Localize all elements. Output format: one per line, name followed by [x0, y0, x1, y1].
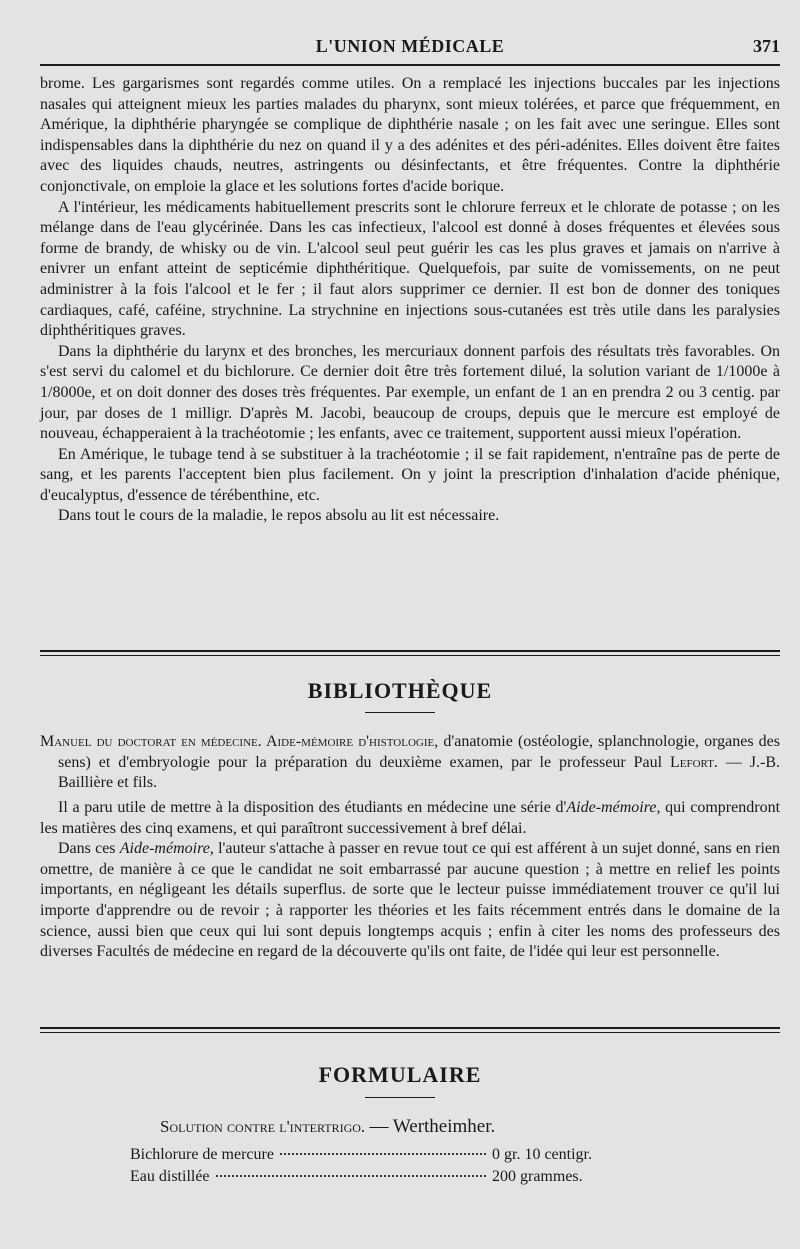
review-body	[40, 798, 780, 963]
formula-name: Solution contre l'intertrigo.	[160, 1117, 366, 1136]
ingredient-dose: 0 gr. 10 centigr.	[492, 1146, 592, 1163]
paragraph: Dans la diphthérie du larynx et des bronches, les mercuriaux donnent parfois des résultats très favorables. On s'est servi du calomel et du bichlorure. Ce dernier doit être très fortement dilué, la solution variant de 1/1000e à 1/8000e, et on doit donner des doses très fréquentes. Par exemple, un enfant de 1 an en prendra 2 ou 3 centig. par jour, par doses de 1 milligr. D'après M. Jacobi, beaucoup de croups, depuis que le mercure est employé de nouveau, échapperaient à la trachéotomie ; les enfants, avec ce traitement, supportent aussi mieux l'opération.	[40, 342, 780, 443]
formula-ingredient	[130, 1168, 640, 1186]
section-divider-thin	[40, 1032, 780, 1033]
book-entry	[40, 732, 780, 794]
text: Il a paru utile de mettre à la disposition des étudiants en médecine une série d'	[58, 799, 567, 816]
paragraph: Dans tout le cours de la maladie, le repos absolu au lit est nécessaire.	[58, 507, 500, 525]
ingredient-name: Eau distillée	[130, 1168, 210, 1185]
italic-text: Aide-mémoire,	[566, 799, 661, 816]
journal-title: L'UNION MÉDICALE	[315, 36, 505, 56]
header-rule	[40, 64, 780, 66]
ingredient-name: Bichlorure de mercure	[130, 1146, 274, 1163]
section-heading-bibliotheque: BIBLIOTHÈQUE	[307, 678, 493, 703]
paragraph	[40, 839, 780, 963]
formula-author: — Wertheimher.	[369, 1116, 496, 1137]
heading-underline	[365, 1097, 435, 1098]
page-number: 371	[753, 36, 780, 56]
leader-dots	[216, 1175, 486, 1177]
paragraph	[40, 798, 780, 839]
text: Dans ces	[58, 840, 116, 858]
book-title: Manuel du doctorat en médecine. Aide-mémoire d'histologie,	[40, 733, 439, 750]
paragraph: brome. Les gargarismes sont regardés comme utiles. On a remplacé les injections buccales par les injections nasales qui atteignent mieux les parties malades du pharynx, sont mieux tolérées, et parce que fréquemment, en Amérique, la diphthérie pharyngée se complique de diphthérie nasale ; on les fait avec une seringue. Elles sont indispensables dans la diphthérie du nez on quand il y a des adénites et des péri-adénites. Elles doivent être faites avec des liquides chauds, neutres, astringents ou désinfectants, et être fréquentes. Contre la diphthérie conjonctivale, on emploie la glace et les solutions fortes d'acide borique.	[40, 75, 780, 195]
section-heading-formulaire: FORMULAIRE	[318, 1062, 482, 1087]
ingredient-dose: 200 grammes.	[492, 1168, 583, 1185]
paragraph: A l'intérieur, les médicaments habituellement prescrits sont le chlorure ferreux et le chlorate de potasse ; on les mélange dans de l'eau glycérinée. Dans les cas infectieux, l'alcool est donné à doses fréquentes et élevées sous forme de brandy, de whisky ou de vin. L'alcool seul peut guérir les cas les plus graves et jamais on n'arrive à enivrer un enfant atteint de septicémie diphthéritique. Quelquefois, par suite de vomissements, on ne peut administrer à la fois l'alcool et le fer ; il faut alors supprimer ce dernier. Il est bon de donner des toniques cardiaques, café, caféine, strychnine. La strychnine en injections sous-cutanées est très utile dans les paralysies diphthéritiques graves.	[40, 198, 780, 340]
italic-text: Aide-mémoire,	[119, 840, 214, 858]
book-publisher: — J.-B. Baillière et fils.	[58, 753, 781, 792]
text: qui comprendront les matières des cinq examens, et qui paraîtront successivement à bref délai.	[40, 799, 781, 837]
paragraph: En Amérique, le tubage tend à se substituer à la trachéotomie ; il se fait rapidement, n'entraîne pas de perte de sang, et les parents l'acceptent bien plus facilement. On y joint la prescription d'inhalation d'acide phénique, d'eucalyptus, d'essence de térébenthine, etc.	[40, 445, 780, 504]
book-subject: d'anatomie (ostéologie, splanchnologie, organes des sens) et d'embryologie pour la préparation du deuxième examen, par le professeur Paul	[58, 733, 781, 771]
section-divider-thin	[40, 655, 780, 656]
book-author: Lefort.	[669, 753, 718, 771]
text: l'auteur s'attache à passer en revue tout ce qui est afférent à un sujet donné, sans en rien omettre, de manière à ce que le candidat ne soit embarrassé par aucune question ; à mettre en relief les points importants, en négligeant les détails superflus. de sorte que le lecteur puisse immédiatement trouver ce qu'il lui importe d'apprendre ou de revoir ; à rapporter les théories et les faits récemment entrés dans le domaine de la science, aussi bien que ceux qui lui sont depuis longtemps acquis ; enfin à citer les noms des professeurs des diverses Facultés de médecine en regard de la découverte qu'ils ont faite, de l'idée qui leur est personnelle.	[40, 840, 781, 961]
running-header	[40, 36, 780, 60]
leader-dots	[280, 1153, 486, 1155]
section-divider	[40, 1027, 780, 1029]
section-divider	[40, 650, 780, 652]
formula-ingredient	[130, 1146, 640, 1164]
formula-title	[160, 1116, 495, 1138]
heading-underline	[365, 712, 435, 713]
article-body	[40, 74, 780, 527]
